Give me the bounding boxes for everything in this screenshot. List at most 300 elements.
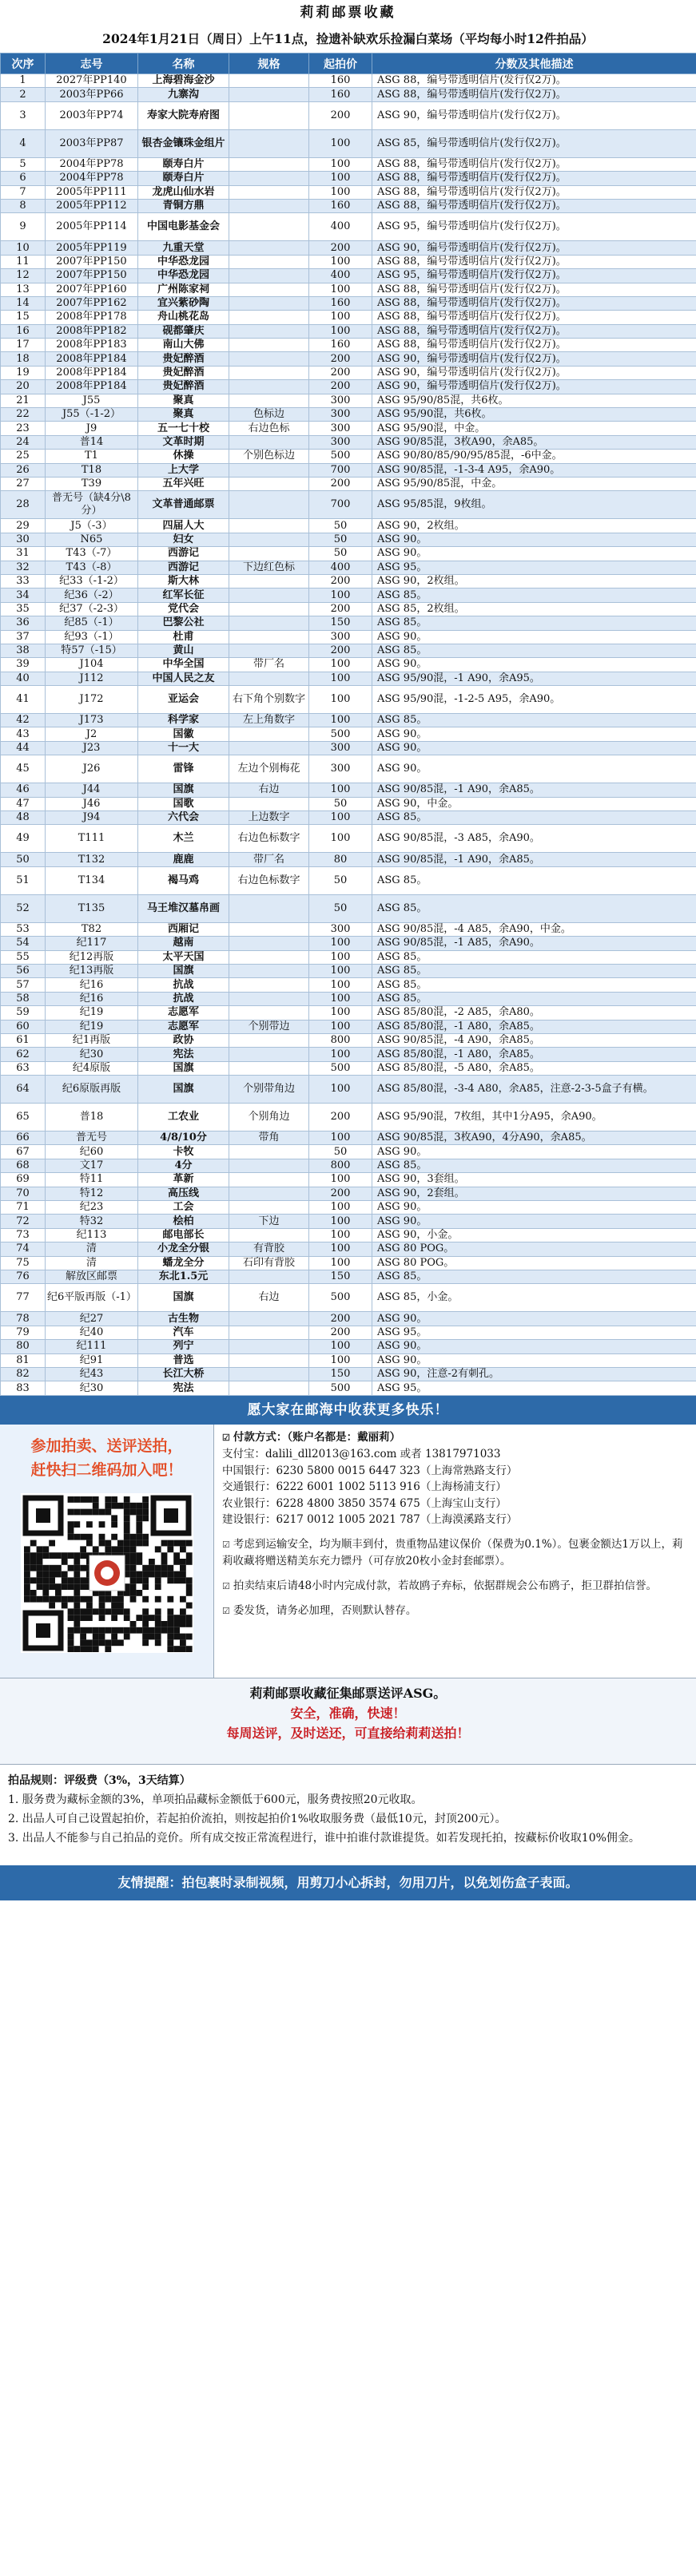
lot-code: J23 [46,741,138,755]
qr-module [180,1608,186,1615]
qr-module [67,1508,74,1515]
qr-module [74,1596,80,1603]
lot-spec [229,1048,309,1061]
lot-price: 400 [309,269,372,283]
lot-spec [229,269,309,283]
qr-module [24,1577,30,1583]
lot-name: 国旗 [138,1061,229,1075]
qr-module [98,1596,105,1603]
lot-code: 清 [46,1256,138,1270]
lot-name: 西游记 [138,547,229,561]
lot-price: 100 [309,255,372,268]
qr-module [80,1615,86,1621]
qr-module [61,1559,67,1565]
table-row [1,992,696,1005]
lot-name: 宪法 [138,1048,229,1061]
lot-desc: ASG 85。 [372,589,696,602]
lot-name: 贵妃醉酒 [138,352,229,366]
qr-module [92,1627,98,1634]
table-row [1,686,696,714]
qr-module [123,1540,129,1546]
qr-module [167,1633,173,1639]
qr-module [111,1515,117,1521]
lot-spec [229,672,309,685]
qr-module [173,1633,180,1639]
lot-code: 2003年PP74 [46,101,138,129]
lot-index: 73 [1,1228,46,1242]
rule-item-3: 3. 出品人不能参与自己拍品的竞价。所有成交按正常流程进行，谁中拍谁付款谁提货。如若发现托拍，按藏标价收取10%佣金。 [8,1831,640,1845]
lot-code: 特57（-15） [46,644,138,657]
lot-spec [229,213,309,241]
lot-name: 九重天堂 [138,241,229,255]
qr-module [86,1534,93,1540]
lot-spec [229,1367,309,1381]
table-row [1,324,696,338]
qr-module [129,1577,136,1583]
lot-index: 37 [1,630,46,644]
table-row [1,1367,696,1381]
lot-desc: ASG 88，编号带透明信片(发行仅2万)。 [372,157,696,171]
qr-module [74,1627,80,1634]
table-row [1,922,696,936]
lot-index: 53 [1,922,46,936]
qr-module [142,1565,149,1571]
lot-name: 太平天国 [138,950,229,964]
qr-module [67,1577,74,1583]
qr-module [173,1627,180,1634]
lot-desc: ASG 85。 [372,950,696,964]
qr-module [136,1577,142,1583]
qr-module [123,1633,129,1639]
lot-code: J104 [46,658,138,672]
lot-code: T132 [46,853,138,866]
qr-module [80,1508,86,1515]
table-row [1,1131,696,1145]
qr-module [129,1583,136,1590]
qr-module [167,1646,173,1652]
table-row [1,1061,696,1075]
table-row [1,129,696,157]
lot-price: 300 [309,922,372,936]
lot-index: 36 [1,616,46,630]
table-row [1,283,696,296]
qr-module [74,1615,80,1621]
lot-code: 纪1再版 [46,1033,138,1047]
qr-module [80,1565,86,1571]
table-row [1,185,696,199]
lot-index: 4 [1,129,46,157]
qr-code-image[interactable] [21,1493,193,1653]
rule-item-2: 2. 出品人可自己设置起拍价，若起拍价流拍，则按起拍价1%收取服务费（最低10元，封顶200元）。 [8,1812,507,1825]
qr-module [67,1552,74,1559]
lot-desc: ASG 90，小金。 [372,1228,696,1242]
lot-code: 解放区邮票 [46,1270,138,1284]
lot-index: 79 [1,1326,46,1339]
lot-desc: ASG 90，编号带透明信片(发行仅2万)。 [372,101,696,129]
lot-desc: ASG 90，编号带透明信片(发行仅2万)。 [372,380,696,394]
lot-index: 67 [1,1145,46,1159]
table-row [1,727,696,741]
lot-spec: 个别角边 [229,1104,309,1131]
qr-module [55,1583,62,1590]
lot-desc: ASG 88，编号带透明信片(发行仅2万)。 [372,255,696,268]
lot-spec: 右边 [229,1284,309,1312]
lot-spec [229,1340,309,1353]
lot-desc: ASG 90，编号带透明信片(发行仅2万)。 [372,352,696,366]
qr-module [67,1615,74,1621]
table-row [1,1326,696,1339]
qr-module [185,1621,192,1627]
qr-module [74,1534,80,1540]
qr-module [161,1540,167,1546]
table-row [1,1201,696,1215]
lot-index: 19 [1,366,46,379]
lot-index: 78 [1,1312,46,1326]
lot-spec: 带角 [229,1131,309,1145]
qr-module [36,1565,42,1571]
qr-module [111,1521,117,1528]
lot-spec [229,477,309,490]
lot-index: 17 [1,339,46,352]
qr-module [180,1559,186,1565]
lot-spec: 色标边 [229,408,309,422]
lot-price: 100 [309,172,372,185]
qr-module [117,1639,124,1646]
qr-module [67,1496,74,1503]
lot-name: 国旗 [138,964,229,977]
lot-price: 500 [309,727,372,741]
footer-reminder: 友情提醒：拍包裹时录制视频，用剪刀小心拆封，勿用刀片，以免划伤盒子表面。 [0,1865,696,1900]
lot-price: 200 [309,1187,372,1200]
lot-index: 7 [1,185,46,199]
col-header-name: 名称 [138,54,229,74]
qr-module [86,1496,93,1503]
qr-module [142,1515,149,1521]
lot-index: 70 [1,1187,46,1200]
lot-code: 纪16 [46,978,138,992]
qr-module [67,1565,74,1571]
lot-price: 200 [309,1326,372,1339]
qr-module [30,1559,36,1565]
lot-price: 200 [309,574,372,588]
lot-index: 23 [1,422,46,435]
qr-module [154,1583,161,1590]
lot-price: 100 [309,1242,372,1256]
qr-module [185,1602,192,1608]
lot-code: 纪30 [46,1048,138,1061]
qr-module [86,1608,93,1615]
qr-module [154,1608,161,1615]
qr-module [123,1528,129,1534]
lot-index: 72 [1,1215,46,1228]
lot-price: 150 [309,1367,372,1381]
lot-desc: ASG 90。 [372,533,696,546]
lot-code: 纪12再版 [46,950,138,964]
lot-index: 8 [1,199,46,212]
rule-item-1: 1. 服务费为藏标金额的3%，单项拍品藏标金额低于600元，服务费按照20元收取。 [8,1793,423,1806]
qr-module [161,1565,167,1571]
table-row [1,74,696,88]
lot-spec [229,185,309,199]
bank-account-ccb: 建设银行：6217 0012 1005 2021 787（上海漠溪路支行） [222,1513,518,1527]
table-row [1,589,696,602]
qr-module [74,1571,80,1577]
lot-index: 35 [1,602,46,616]
shipping-note: ☑ 考虑到运输安全，均为顺丰到付，贵重物品建议保价（保费为0.1%）。包裹金额达1万以上，莉莉收藏将赠送精美东充力镖丹（可存放20枚小金封套邮票）。 [222,1537,683,1568]
lot-index: 18 [1,352,46,366]
qr-module [149,1565,155,1571]
lot-price: 200 [309,477,372,490]
lot-price: 100 [309,1201,372,1215]
qr-module [67,1627,74,1634]
lot-code: 清 [46,1242,138,1256]
lot-name: 蟠龙全分 [138,1256,229,1270]
lot-price: 100 [309,658,372,672]
lot-price: 50 [309,894,372,922]
lot-code: 2008年PP184 [46,366,138,379]
lot-spec [229,797,309,810]
qr-module [61,1602,67,1608]
qr-module [154,1565,161,1571]
lot-code: 纪30 [46,1381,138,1395]
lot-price: 100 [309,783,372,797]
lot-price: 100 [309,1256,372,1270]
lot-code: 2027年PP140 [46,74,138,88]
lot-name: 普选 [138,1353,229,1367]
lot-desc: ASG 95/90/85混，中金。 [372,477,696,490]
qr-module [129,1596,136,1603]
table-row [1,937,696,950]
qr-module [36,1596,42,1603]
lot-index: 16 [1,324,46,338]
bank-account-bocom: 交通银行：6222 6001 1002 5113 916（上海杨浦支行） [222,1480,507,1494]
lot-index: 56 [1,964,46,977]
lot-code: 2008年PP184 [46,352,138,366]
lot-desc: ASG 95/85混，9枚组。 [372,491,696,519]
qr-module [92,1496,98,1503]
qr-module [80,1608,86,1615]
qr-module [154,1571,161,1577]
lot-name: 上海碧海金沙 [138,74,229,88]
table-row [1,561,696,574]
lot-price: 100 [309,811,372,825]
qr-module [105,1639,111,1646]
qr-module [74,1577,80,1583]
lot-desc: ASG 80 POG。 [372,1256,696,1270]
qr-module [42,1577,49,1583]
lot-name: 银杏金镶珠金组片 [138,129,229,157]
lot-name: 古生物 [138,1312,229,1326]
qr-module [117,1608,124,1615]
lot-code: 2008年PP183 [46,339,138,352]
qr-module [180,1577,186,1583]
qr-module [154,1627,161,1634]
lot-name: 邮电部长 [138,1228,229,1242]
lot-desc: ASG 85。 [372,866,696,894]
lot-code: 纪4原版 [46,1061,138,1075]
lot-index: 24 [1,435,46,449]
lot-code: 纪33（-1-2） [46,574,138,588]
lot-index: 48 [1,811,46,825]
table-row [1,950,696,964]
qr-module [149,1615,155,1621]
lot-spec [229,339,309,352]
qr-module [61,1596,67,1603]
lot-spec [229,241,309,255]
lot-spec [229,1006,309,1020]
qr-module [173,1615,180,1621]
lot-name: 工会 [138,1201,229,1215]
qr-module [185,1615,192,1621]
table-row [1,450,696,463]
lot-price: 160 [309,296,372,310]
lot-name: 五一七十校 [138,422,229,435]
table-row [1,811,696,825]
lot-price: 100 [309,1020,372,1033]
qr-module [36,1577,42,1583]
lot-spec: 带厂名 [229,658,309,672]
lot-index: 42 [1,714,46,727]
qr-module [149,1559,155,1565]
qr-module [136,1552,142,1559]
qr-module [80,1583,86,1590]
lot-desc: ASG 85。 [372,644,696,657]
lot-index: 34 [1,589,46,602]
lot-code: J26 [46,755,138,783]
lot-index: 71 [1,1201,46,1215]
qr-module [49,1596,55,1603]
lot-desc: ASG 85。 [372,811,696,825]
qr-module [67,1534,74,1540]
qr-module [98,1534,105,1540]
lot-name: 宪法 [138,1381,229,1395]
lot-name: 4/8/10分 [138,1131,229,1145]
qr-module [74,1552,80,1559]
qr-module [167,1571,173,1577]
lot-code: J46 [46,797,138,810]
qr-module [154,1615,161,1621]
lot-desc: ASG 85，2枚组。 [372,602,696,616]
lot-name: 汽车 [138,1326,229,1339]
table-row [1,1256,696,1270]
lot-desc: ASG 88，编号带透明信片(发行仅2万)。 [372,324,696,338]
qr-module [111,1627,117,1634]
qr-module [49,1602,55,1608]
lot-spec [229,574,309,588]
table-row [1,964,696,977]
lot-desc: ASG 90。 [372,741,696,755]
lot-spec [229,964,309,977]
qr-module [36,1583,42,1590]
lot-price: 100 [309,129,372,157]
lot-code: 2007年PP162 [46,296,138,310]
lot-name: 文革时期 [138,435,229,449]
qr-module [117,1503,124,1509]
qr-module [149,1633,155,1639]
lot-price: 100 [309,964,372,977]
qr-module [111,1503,117,1509]
lot-name: 越南 [138,937,229,950]
lot-spec [229,324,309,338]
lot-desc: ASG 90，中金。 [372,797,696,810]
lot-desc: ASG 85/80混，-5 A80，余A85。 [372,1061,696,1075]
lot-index: 64 [1,1076,46,1104]
qr-module [92,1503,98,1509]
lot-spec [229,394,309,407]
qr-module [105,1608,111,1615]
qr-module [80,1596,86,1603]
qr-module [142,1621,149,1627]
lot-code: 2005年PP112 [46,199,138,212]
lot-desc: ASG 95，编号带透明信片(发行仅2万)。 [372,213,696,241]
lot-price: 100 [309,1340,372,1353]
brand-title: 莉莉邮票收藏 [0,0,696,26]
lot-price: 160 [309,199,372,212]
qr-module [129,1552,136,1559]
lot-desc: ASG 90/80/85/90/95/85混，-6中金。 [372,450,696,463]
lot-desc: ASG 85。 [372,992,696,1005]
qr-module [123,1508,129,1515]
qr-module [74,1565,80,1571]
qr-module [142,1508,149,1515]
lot-spec [229,630,309,644]
qr-module [74,1496,80,1503]
qr-module [161,1559,167,1565]
qr-module [173,1540,180,1546]
qr-module [136,1590,142,1596]
qr-module [74,1508,80,1515]
qr-module [136,1615,142,1621]
table-row [1,1242,696,1256]
lot-name: 南山大佛 [138,339,229,352]
qr-module [129,1565,136,1571]
lot-code: 纪43 [46,1367,138,1381]
lot-price: 100 [309,1048,372,1061]
lot-spec [229,1033,309,1047]
lot-spec [229,1159,309,1172]
lot-price: 50 [309,866,372,894]
qr-module [173,1577,180,1583]
lot-name: 中国电影基金会 [138,213,229,241]
lot-code: 纪91 [46,1353,138,1367]
lot-code: 特12 [46,1187,138,1200]
lot-price: 160 [309,339,372,352]
qr-module [74,1602,80,1608]
lot-name: 马王堆汉墓帛画 [138,894,229,922]
qr-module [98,1602,105,1608]
qr-module [24,1565,30,1571]
qr-module [98,1521,105,1528]
lot-price: 300 [309,435,372,449]
table-row [1,255,696,268]
lot-desc: ASG 90。 [372,727,696,741]
qr-module [74,1621,80,1627]
lot-spec [229,296,309,310]
table-row [1,714,696,727]
lot-code: J173 [46,714,138,727]
qr-module [80,1639,86,1646]
lot-code: T18 [46,463,138,477]
lot-name: 中华恐龙园 [138,255,229,268]
table-row [1,672,696,685]
lot-index: 46 [1,783,46,797]
lot-spec: 右边色标 [229,422,309,435]
lot-table-body [1,74,696,1396]
qr-module [92,1646,98,1652]
lot-price: 300 [309,422,372,435]
qr-module [180,1596,186,1603]
lot-index: 28 [1,491,46,519]
